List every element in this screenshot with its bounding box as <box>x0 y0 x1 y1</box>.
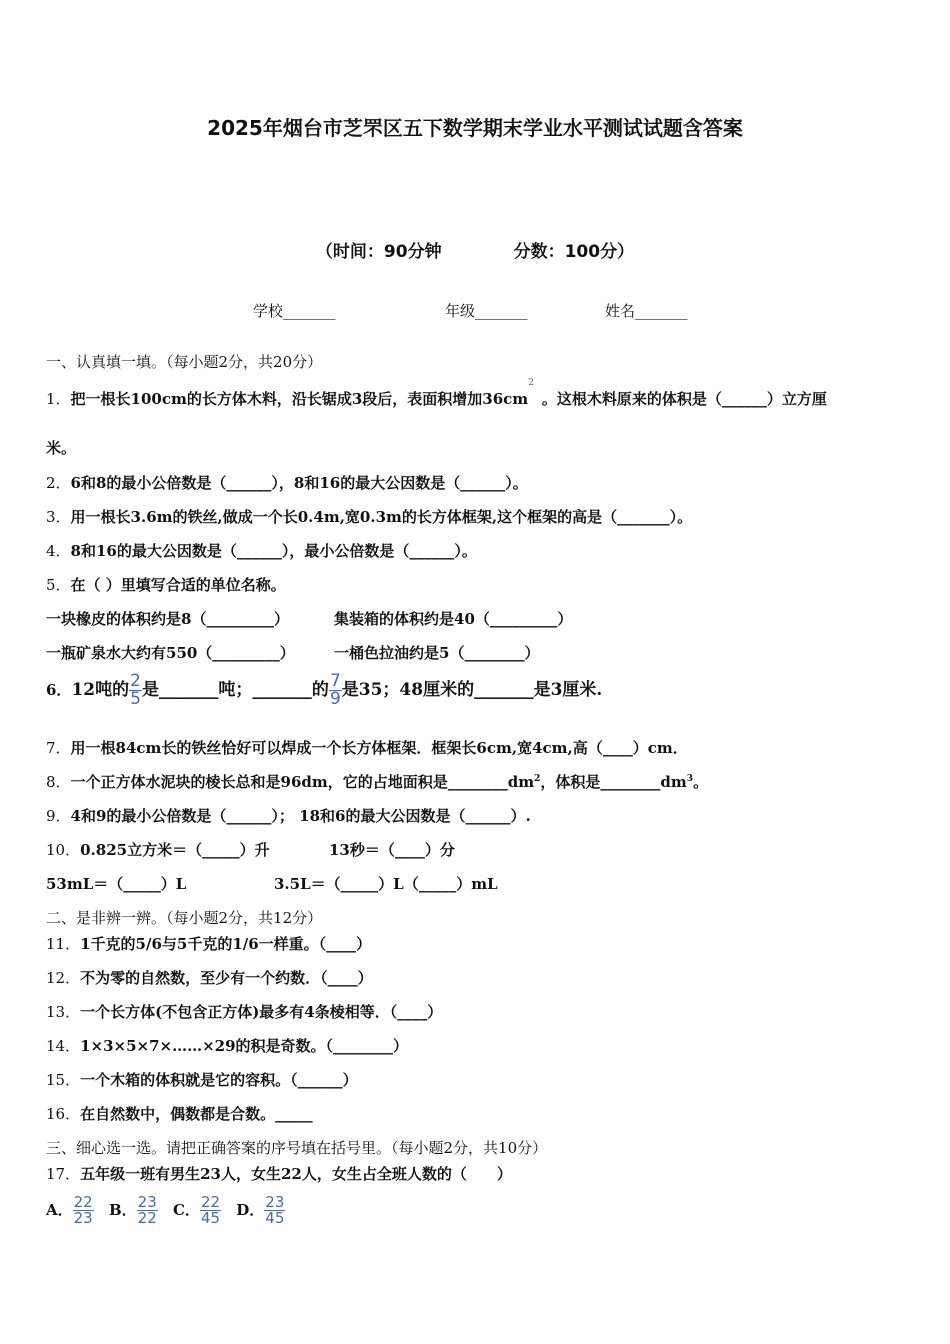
question-16: 16．在自然数中，偶数都是合数。_____ <box>46 1105 313 1123</box>
question-10-part-c: 53mL＝（_____）L <box>46 875 187 893</box>
page-title: 2025年烟台市芝罘区五下数学期末学业水平测试试题含答案 <box>207 116 743 140</box>
option-d[interactable]: D． $\frac{23}{45}$ <box>236 1193 285 1227</box>
question-10: 10．0.825立方米＝（_____）升 <box>46 841 270 859</box>
question-6: 6．12吨的 $\frac{2}{5}$ 是_______吨；_______的 $\frac{7}{9}$ 是35；48厘米的_______是3厘米. <box>46 671 603 709</box>
question-8: 8．一个正方体水泥块的棱长总和是96dm，它的占地面积是$\_\_\_\_\_\_\_\_dm^2$，体积是$\_\_\_\_\_\_\_\_dm^3$。 <box>46 773 709 791</box>
question-14: 14．1×3×5×7×……×29的积是奇数。（________） <box>46 1037 409 1055</box>
fraction: $\frac{22}{23}$ <box>73 1193 93 1227</box>
question-1-continued: 米。 <box>46 439 77 457</box>
question-17-options <box>46 1195 285 1226</box>
section-3-heading: 三、细心选一选。请把正确答案的序号填在括号里。（每小题2分，共10分） <box>46 1139 548 1157</box>
question-5-line-2b: 一桶色拉油约是5（________） <box>334 644 540 662</box>
question-13: 13．一个长方体(不包含正方体)最多有4条棱相等．（____） <box>46 1003 443 1021</box>
question-number: 1． <box>46 390 71 408</box>
question-10-part-b: 13秒＝（____）分 <box>329 841 455 859</box>
fraction: $\frac{22}{45}$ <box>200 1193 221 1227</box>
section-1-heading: 一、认真填一填。（每小题2分，共20分） <box>46 353 323 371</box>
score-label: 分数：100分） <box>513 242 635 262</box>
option-c[interactable]: C． $\frac{22}{45}$ <box>172 1193 221 1227</box>
question-5-line-1b: 集装箱的体积约是40（_________） <box>334 610 573 628</box>
option-a[interactable]: A． $\frac{22}{23}$ <box>46 1193 93 1227</box>
question-1: 1．把一根长100cm的长方体木料，沿长锯成3段后，表面积增加$36cm^2$。这根木料原来的体积是（______）立方厘 <box>46 378 827 408</box>
question-5-line-2a: 一瓶矿泉水大约有550（_________） <box>46 644 295 662</box>
fraction: $\frac{2}{5}$ <box>130 671 141 709</box>
question-10-part-d: 3.5L＝（_____）L（_____）mL <box>274 875 498 893</box>
time-label: （时间：90分钟 <box>315 242 442 262</box>
question-7: 7．用一根84cm长的铁丝恰好可以焊成一个长方体框架．框架长6cm,宽4cm,高（____）cm． <box>46 739 688 757</box>
grade-field[interactable]: 年级_______ <box>445 302 528 320</box>
question-2: 2．6和8的最小公倍数是（______），8和16的最大公因数是（______）。 <box>46 474 528 492</box>
fraction: $\frac{7}{9}$ <box>329 671 341 709</box>
question-12: 12．不为零的自然数，至少有一个约数．（____） <box>46 969 373 987</box>
question-5-line-1a: 一块橡皮的体积约是8（_________） <box>46 610 289 628</box>
question-11: 11．1千克的5/6与5千克的1/6一样重。（____） <box>46 935 372 953</box>
fraction: $\frac{23}{45}$ <box>265 1193 285 1227</box>
question-15: 15．一个木箱的体积就是它的容积。（______） <box>46 1071 358 1089</box>
exam-meta <box>0 237 950 262</box>
question-4: 4．8和16的最大公因数是（______），最小公倍数是（______）。 <box>46 542 477 560</box>
section-2-heading: 二、是非辨一辨。（每小题2分，共12分） <box>46 909 323 927</box>
school-field[interactable]: 学校_______ <box>253 302 336 320</box>
fraction: $\frac{23}{22}$ <box>137 1193 157 1227</box>
name-field[interactable]: 姓名_______ <box>605 302 688 320</box>
question-17: 17．五年级一班有男生23人，女生22人，女生占全班人数的（ ） <box>46 1165 512 1183</box>
question-3: 3．用一根长3.6m的铁丝,做成一个长0.4m,宽0.3m的长方体框架,这个框架的高是（_______）。 <box>46 508 693 526</box>
question-9: 9．4和9的最小公倍数是（______）； 18和6的最大公因数是（______）. <box>46 807 531 825</box>
question-5: 5．在（ ）里填写合适的单位名称。 <box>46 576 286 594</box>
option-b[interactable]: B． $\frac{23}{22}$ <box>108 1193 157 1227</box>
